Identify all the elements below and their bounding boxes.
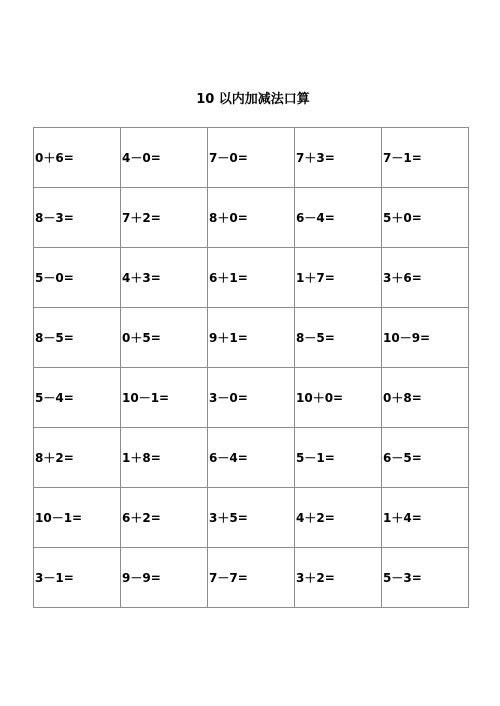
problem-cell: 1＋8=: [121, 428, 208, 488]
problem-cell: 6＋2=: [121, 488, 208, 548]
table-row: [34, 428, 469, 488]
problem-cell: 5－3=: [382, 548, 469, 608]
problem-cell: 5－4=: [34, 368, 121, 428]
problem-cell: 7＋2=: [121, 188, 208, 248]
page-title: 10 以内加减法口算: [196, 92, 310, 107]
problem-cell: 3＋2=: [295, 548, 382, 608]
problem-cell: 6－4=: [208, 428, 295, 488]
table-row: [34, 308, 469, 368]
problem-cell: 9＋1=: [208, 308, 295, 368]
problem-cell: 8－5=: [34, 308, 121, 368]
problem-cell: 7＋3=: [295, 128, 382, 188]
table-row: [34, 128, 469, 188]
table-row: [34, 548, 469, 608]
problem-cell: 5＋0=: [382, 188, 469, 248]
problem-cell: 3＋6=: [382, 248, 469, 308]
problem-cell: 4＋2=: [295, 488, 382, 548]
problem-table: [33, 127, 469, 608]
problem-cell: 7－7=: [208, 548, 295, 608]
problem-cell: 9－9=: [121, 548, 208, 608]
problem-cell: 5－1=: [295, 428, 382, 488]
problem-cell: 4－0=: [121, 128, 208, 188]
problem-cell: 4＋3=: [121, 248, 208, 308]
problem-cell: 3－1=: [34, 548, 121, 608]
problem-cell: 7－1=: [382, 128, 469, 188]
problem-cell: 10－9=: [382, 308, 469, 368]
problem-cell: 5－0=: [34, 248, 121, 308]
problem-cell: 3＋5=: [208, 488, 295, 548]
problem-cell: 6＋1=: [208, 248, 295, 308]
problem-cell: 6－5=: [382, 428, 469, 488]
problem-cell: 8－3=: [34, 188, 121, 248]
table-row: [34, 488, 469, 548]
problem-cell: 7－0=: [208, 128, 295, 188]
problem-cell: 10－1=: [121, 368, 208, 428]
table-row: [34, 188, 469, 248]
problem-cell: 8＋2=: [34, 428, 121, 488]
table-row: [34, 248, 469, 308]
problem-cell: 6－4=: [295, 188, 382, 248]
problem-cell: 0＋8=: [382, 368, 469, 428]
problem-cell: 8－5=: [295, 308, 382, 368]
problem-cell: 0＋6=: [34, 128, 121, 188]
problem-cell: 10＋0=: [295, 368, 382, 428]
table-row: [34, 368, 469, 428]
problem-cell: 1＋7=: [295, 248, 382, 308]
problem-cell: 8＋0=: [208, 188, 295, 248]
problem-cell: 3－0=: [208, 368, 295, 428]
problem-cell: 0＋5=: [121, 308, 208, 368]
problem-cell: 10－1=: [34, 488, 121, 548]
problem-cell: 1＋4=: [382, 488, 469, 548]
